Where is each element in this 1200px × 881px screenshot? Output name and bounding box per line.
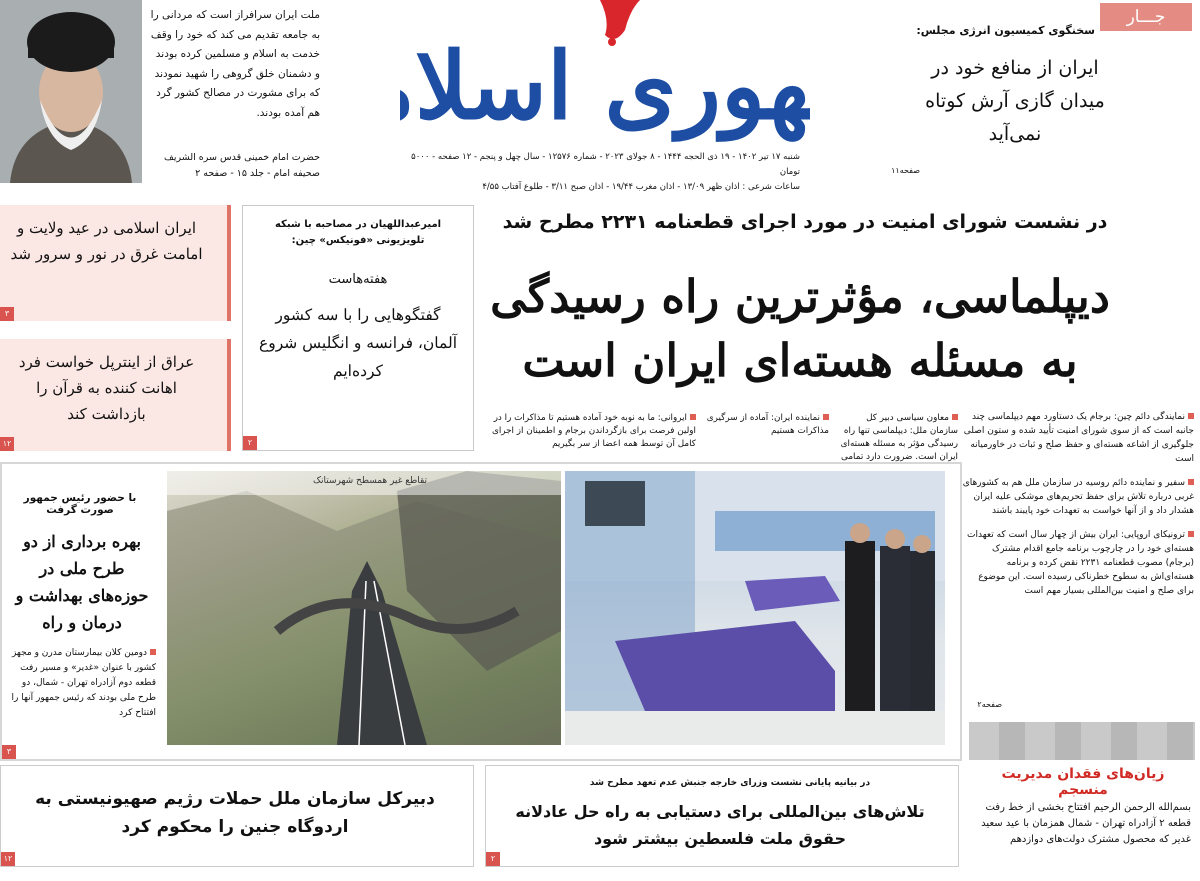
quote-source-line: صحیفه امام - جلد ۱۵ - صفحه ۲ [195,168,320,179]
bullet-icon [1188,479,1194,485]
list-item [962,410,1194,466]
imam-quote: ملت ایران سرافراز است که مردانی را به جامعه تقدیم می کند که خود را وقف خدمت به اسلام و مسلمین کرده بودند و دشمنان خلق گروهی را شهید نمودند که برای مشورت در مصالح کشور گرد هم آمده بودند. [150,9,320,119]
imam-portrait [0,0,142,183]
highway-render-image[interactable] [167,471,561,745]
box-headline: ایران اسلامی در عید ولایت و امامت غرق در نور و سرور شد [10,219,203,263]
quote-source-line: حضرت امام خمینی قدس سره الشریف [164,152,320,163]
date-line-2: ساعات شرعی : اذان ظهر ۱۳/۰۹ - اذان مغرب ۱۹/۴۴ - اذان صبح ۳/۱۱ - طلوع آفتاب ۴/۵۵ [482,182,800,192]
bullet-icon [1188,531,1194,537]
jar-body: بسم‌الله الرحمن الرحیم افتتاح بخشی از خط رفت قطعه ۲ آزادراه تهران - شمال همزمان با عید سعید غدیر که محصول مشترک دولت‌های دوازدهم [981,802,1191,845]
top-right-kicker: سخنگوی کمیسیون انرژی مجلس: [916,24,1095,37]
list-item [962,476,1194,518]
box-headline: عراق از اینترپل خواست فرد اهانت کننده به قرآن را بازداشت کند [18,353,195,423]
jar-banner-strip [969,722,1195,760]
lead-text: ایروانی: ما به نوبه خود آماده هستیم تا مذاکرات را در اولین فرصت برای بازگرداندن برجام و اطمینان از اجرای کامل آن توسط همه اعضا از سر بگیریم [491,413,696,449]
page-number-tag: ۲ [486,852,500,866]
health-body-text: دومین کلان بیمارستان مدرن و مجهز کشور با عنوان «غدیر» و مسیر رفت قطعه دوم آزادراه تهران - شمال، دو طرح ملی بودند که رئیس جمهور آنها را افتتاح کرد [11,648,156,718]
lead-column-2 [702,412,829,438]
bullet-icon [823,414,829,420]
health-kicker: با حضور رئیس جمهور صورت گرفت [23,492,137,516]
box-iran-eid[interactable] [0,205,231,321]
nam-kicker: در بیانیه پایانی نشست وزرای خارجه جنبش عدم تعهد مطرح شد [589,778,871,788]
page-reference: صفحه۱۱ [891,166,920,175]
road-caption: تقاطع غیر همسطح شهرستانک [312,476,428,486]
right-column [962,410,1194,608]
imam-quote-source [150,150,320,182]
masthead-logo [400,0,810,150]
lead-text: معاون سیاسی دبیر کل سازمان ملل: دیپلماسی تنها راه رسیدگی مؤثر به مسئله هسته‌ای ایران است. ضرورت دارد تمامی [840,413,958,462]
top-right-headline: ایران از منافع خود در میدان گازی آرش کوتاه نمی‌آید [925,57,1105,145]
un-jenin-headline: دبیرکل سازمان ملل حملات رژیم صهیونیستی به اردوگاه جنین را محکوم کرد [35,789,435,837]
main-headline[interactable]: دیپلماسی، مؤثرترین راه رسیدگی به مسئله هسته‌ای ایران است [490,270,1110,387]
masthead-title: هوری اسلا [414,32,810,140]
health-headline[interactable]: بهره برداری از دو طرح ملی در حوزه‌های بهداشت و درمان و راه [15,532,149,632]
jar-title[interactable]: زیان‌های فقدان مدیریت منسجم [1001,766,1165,798]
date-line-1: شنبه ۱۷ تیر ۱۴۰۲ - ۱۹ ذی الحجه ۱۴۴۴ - ۸ جولای ۲۰۲۳ - شماره ۱۲۵۷۶ - سال چهل و پنجم - ۱۲ صفحه - ۵۰۰۰ تومان [411,152,800,177]
interview-headline: گفتگوهایی را با سه کشور آلمان، فرانسه و انگلیس شروع کرده‌ایم [258,306,458,380]
bullet-icon [690,414,696,420]
page-number-tag: ۳ [0,307,14,321]
nam-headline: تلاش‌های بین‌المللی برای دستیابی به راه حل عادلانه حقوق ملت فلسطین بیشتر شود [515,802,925,848]
hospital-visit-photo[interactable] [565,471,945,745]
main-kicker: در نشست شورای امنیت در مورد اجرای قطعنامه ۲۲۳۱ مطرح شد [502,211,1108,233]
page-number-tag: ۱۲ [0,437,14,451]
lead-text: نماینده ایران: آماده از سرگیری مذاکرات هستیم [706,413,829,436]
page-reference: صفحه۲ [977,700,1002,709]
page-number-tag: ۱۲ [1,852,15,866]
list-item-text: ترونیکای اروپایی: ایران بیش از چهار سال است که تعهدات هسته‌ای خود را در چارچوب برنامه جامع اقدام مشترک (برجام) مصوب قطعنامه ۲۲۳۱ نقض کرده و برنامه هسته‌ای‌اش به سطوح خطرناکی رسیده است. این موضوع برای صلح و امنیت بین‌المللی بسیار مهم است [967,530,1194,596]
date-line [400,150,800,195]
page-number-tag: ۲ [243,436,257,450]
interview-subhead: هفته‌هاست [328,272,388,287]
bullet-icon [1188,413,1194,419]
page-number-tag: ۳ [2,745,16,759]
list-item-text: نمایندگی دائم چین: برجام یک دستاورد مهم دیپلماسی چند جانبه است که از سوی شورای امنیت تأیید شده و ستون اصلی جلوگیری از اشاعه هسته‌ای و حفظ صلح و ثبات در خاورمیانه است [963,412,1194,464]
health-body [8,646,156,721]
box-iraq-interpol[interactable] [0,339,231,451]
list-item [962,528,1194,598]
jar-badge: جـــار [1100,3,1192,31]
bullet-icon [150,649,156,655]
lead-column-3 [482,412,696,451]
interview-kicker: امیرعبداللهیان در مصاحبه با شبکه تلویزیونی «فونیکس» چین: [274,219,442,246]
bullet-icon [952,414,958,420]
list-item-text: سفیر و نماینده دائم روسیه در سازمان ملل هم به کشورهای غربی درباره تلاش برای حفظ تحریم‌های موشکی علیه ایران هشدار داد و از آنها خواست به تعهدات خود پایبند باشند [962,478,1194,516]
